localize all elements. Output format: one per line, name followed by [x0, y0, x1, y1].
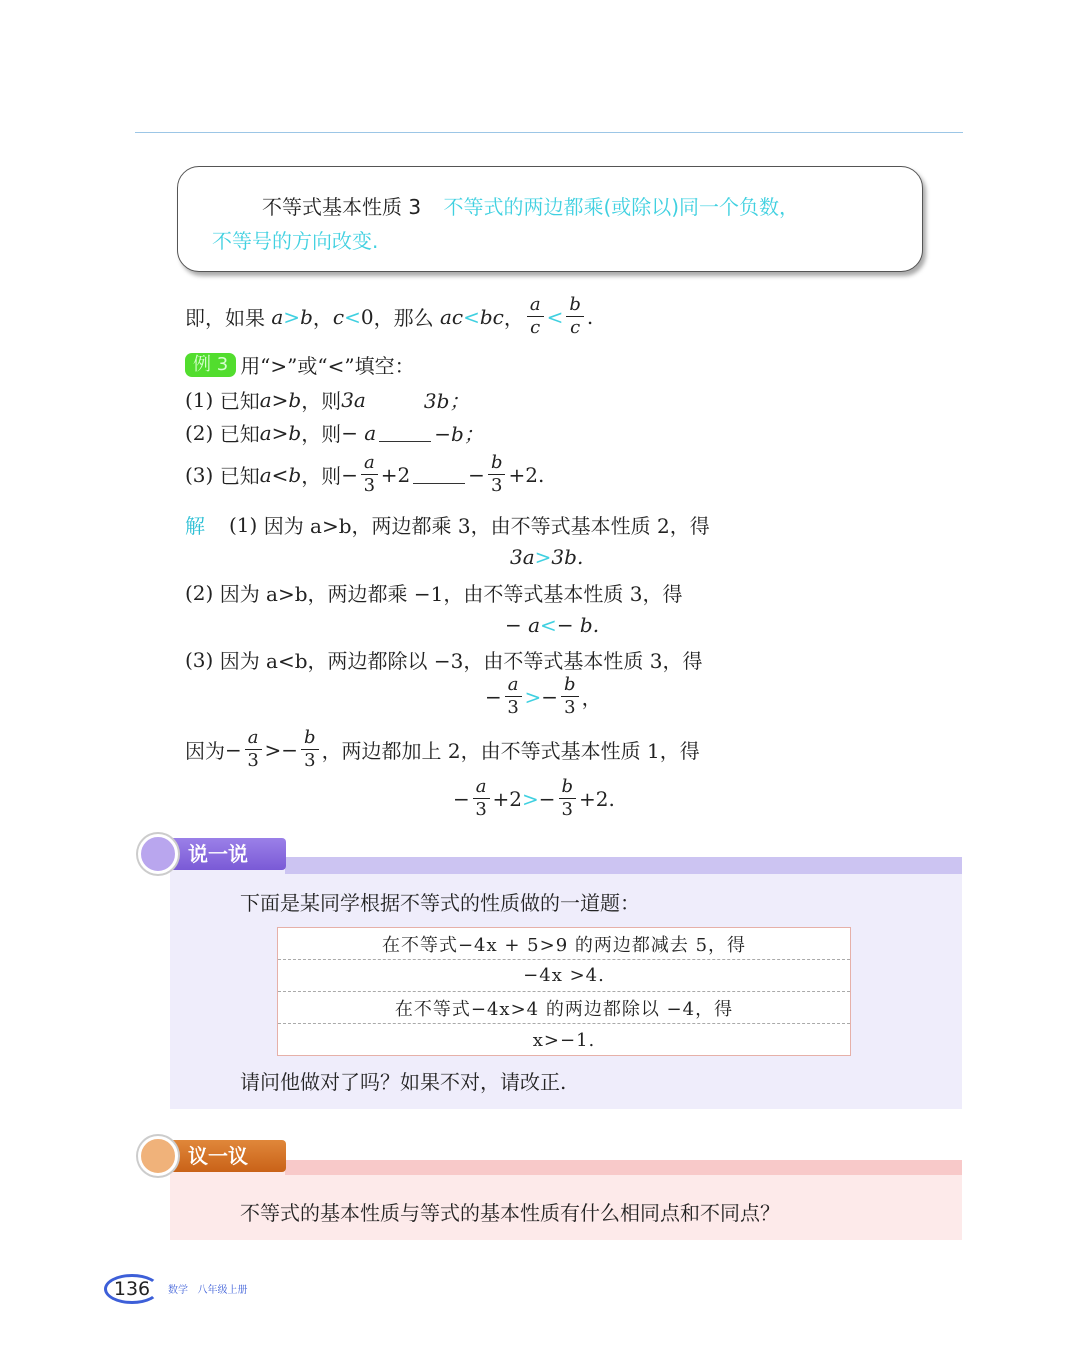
property-text: 不等式的两边都乘(或除以)同一个负数，: [443, 195, 800, 219]
text-segment: >: [264, 737, 282, 762]
math-var: − a: [505, 613, 541, 637]
discuss-band: [285, 1160, 962, 1175]
example-q2: [185, 418, 484, 447]
solution-3: [185, 645, 702, 674]
math-var: bc: [479, 304, 504, 329]
fraction: [245, 727, 262, 772]
example-q3: [185, 452, 544, 497]
text-segment: +2.: [508, 462, 545, 487]
math-var: a>b: [259, 420, 302, 445]
math-var: a: [473, 776, 490, 799]
example-q1: [185, 385, 469, 414]
text-segment: (1): [185, 387, 214, 412]
text-segment: ，: [581, 686, 602, 710]
text-segment: (3): [185, 647, 214, 672]
text-segment: (2): [185, 580, 214, 605]
discuss-question: 不等式的基本性质与等式的基本性质有什么相同点和不同点？: [240, 1201, 780, 1225]
text-segment: 3: [507, 697, 519, 718]
math-var: c: [332, 304, 345, 329]
math-var: − a: [341, 420, 377, 445]
solution-label: 解: [185, 514, 205, 538]
text-segment: ，: [312, 306, 333, 330]
solution-4: [185, 727, 700, 772]
property-box: [177, 166, 923, 272]
text-segment: ，两边都加上 2，由不等式基本性质 1，得: [321, 739, 700, 763]
solution-2: [185, 578, 682, 607]
text-segment: (2): [185, 420, 214, 445]
text-segment: −: [468, 462, 485, 487]
text-segment: >: [524, 684, 542, 709]
math-var: a: [271, 304, 284, 329]
text-segment: 因为 a>b，两边都乘 3，由不等式基本性质 2，得: [263, 514, 710, 538]
fraction: [473, 776, 490, 821]
text-segment: 因为 a<b，两边都除以 −3，由不等式基本性质 3，得: [219, 649, 703, 673]
text-segment: 八年级上册: [197, 1285, 248, 1296]
answer-blank: [369, 391, 421, 409]
work-row: 在不等式−4x>4 的两边都除以 −4，得: [278, 992, 850, 1024]
fraction: [505, 674, 522, 719]
text-segment: −: [341, 462, 358, 487]
text-segment: 议一议: [188, 1144, 248, 1168]
text-segment: .: [586, 304, 594, 329]
math-var: b: [301, 727, 319, 750]
example-heading: [185, 350, 415, 379]
fraction: [561, 674, 579, 719]
text-segment: >: [521, 786, 539, 811]
text-segment: −: [485, 684, 502, 709]
math-var: 3a: [341, 387, 366, 412]
math-var: a: [527, 294, 544, 317]
property-label: 不等式基本性质 3: [262, 195, 422, 219]
text-segment: 因为: [185, 739, 225, 763]
statement-line: [185, 294, 593, 339]
text-segment: +2: [492, 786, 522, 811]
text-segment: ，则: [301, 389, 342, 413]
text-segment: −: [281, 737, 299, 762]
text-segment: 3: [304, 750, 316, 771]
page-number: 136: [104, 1274, 160, 1304]
answer-blank: [413, 466, 465, 484]
text-segment: [262, 191, 799, 220]
solution-2-result: [505, 613, 599, 637]
text-segment: 3: [564, 697, 576, 718]
text-segment: <: [540, 613, 557, 637]
text-segment: 即，如果: [185, 306, 265, 330]
text-segment: 数学: [168, 1285, 188, 1296]
text-segment: <: [463, 304, 480, 329]
work-row: −4x >4.: [278, 960, 850, 992]
solution-1: [185, 510, 710, 539]
talk-question: 请问他做对了吗？如果不对，请改正.: [240, 1070, 567, 1094]
text-segment: −: [538, 786, 556, 811]
text-segment: 已知: [219, 389, 260, 413]
text-segment: ，那么: [373, 306, 434, 330]
text-segment: 3: [247, 750, 259, 771]
text-segment: −: [541, 684, 559, 709]
text-segment: 3: [561, 799, 573, 820]
math-var: a: [505, 674, 522, 697]
fraction: [559, 776, 577, 821]
math-var: − b.: [556, 613, 600, 637]
text-segment: (3): [185, 462, 214, 487]
math-var: b: [559, 776, 577, 799]
math-var: 3a: [510, 545, 535, 569]
solution-1-result: [510, 545, 583, 569]
example-tag: 例 3: [185, 353, 236, 377]
text-segment: −: [225, 737, 242, 762]
math-var: c: [530, 317, 541, 338]
work-row: 在不等式−4x + 5>9 的两边都减去 5，得: [278, 928, 850, 960]
text-segment: ，: [503, 306, 524, 330]
text-segment: 因为 a>b，两边都乘 −1，由不等式基本性质 3，得: [219, 582, 683, 606]
text-segment: >: [283, 304, 301, 329]
text-segment: 3: [490, 475, 503, 496]
math-var: b: [300, 304, 313, 329]
solution-3-result: [485, 674, 602, 719]
math-var: a>b: [259, 387, 302, 412]
text-segment: <: [344, 304, 361, 329]
fraction: [361, 452, 378, 497]
text-segment: 已知: [219, 422, 260, 446]
talk-band: [285, 857, 962, 874]
solution-4-result: [453, 776, 615, 821]
talk-intro: 下面是某同学根据不等式的性质做的一道题：: [240, 891, 640, 915]
math-var: ac: [439, 304, 464, 329]
header-rule: [135, 132, 963, 133]
math-var: b: [566, 294, 584, 317]
text-segment: ，则: [301, 464, 342, 488]
math-var: a: [245, 727, 262, 750]
discuss-header: [138, 1140, 286, 1172]
math-var: −b；: [434, 422, 484, 446]
footer-book: [168, 1281, 248, 1296]
math-var: b: [561, 674, 579, 697]
math-var: c: [570, 317, 581, 338]
talk-work-table: [277, 927, 851, 1056]
answer-blank: [379, 424, 431, 442]
math-var: b: [488, 452, 506, 475]
math-var: 3b.: [551, 545, 584, 569]
text-segment: (1): [229, 512, 258, 537]
math-var: a: [361, 452, 378, 475]
text-segment: 已知: [219, 464, 260, 488]
text-segment: ，则: [301, 422, 342, 446]
math-var: a<b: [259, 462, 302, 487]
text-segment: −: [453, 786, 470, 811]
fraction: [488, 452, 506, 497]
talk-header: [138, 838, 286, 870]
people-icon: [138, 1136, 178, 1176]
math-var: 3b；: [423, 389, 470, 413]
speech-bubble-icon: [138, 834, 178, 874]
property-text-cont: 不等号的方向改变.: [212, 229, 379, 253]
text-segment: +2.: [579, 786, 615, 811]
text-segment: >: [534, 545, 552, 569]
text-segment: 3: [363, 475, 376, 496]
fraction: [527, 294, 544, 339]
fraction: [301, 727, 319, 772]
text-segment: +2: [380, 462, 411, 487]
fraction: [566, 294, 584, 339]
text-segment: 说一说: [188, 842, 248, 866]
text-segment: <: [546, 304, 564, 329]
work-row: x>−1.: [532, 1029, 596, 1051]
example-prompt: 用“>”或“<”填空：: [240, 354, 415, 378]
text-segment: 0: [360, 304, 374, 329]
text-segment: 3: [475, 799, 487, 820]
